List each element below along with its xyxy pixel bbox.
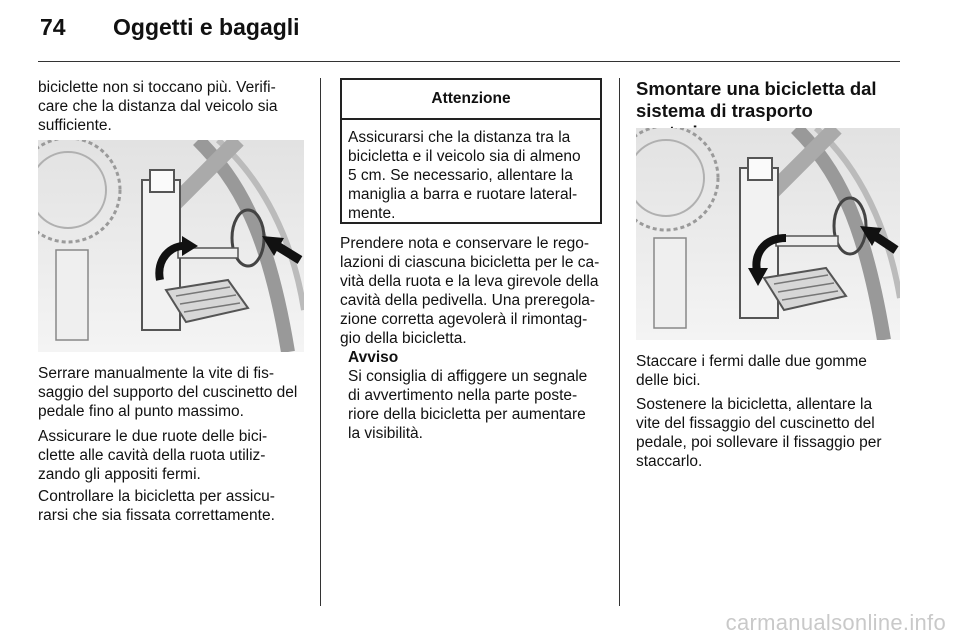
notice-title: Avviso [348, 349, 399, 366]
notice-block [348, 348, 604, 443]
column-divider-1 [320, 78, 321, 606]
paragraph-tighten-screw: Serrare manualmente la vite di fis- saggio del supporto del cuscinetto del pedale fino al punto massimo. [38, 365, 298, 420]
paragraph-remove-fixing: Sostenere la bicicletta, allentare la vite del fissaggio del cuscinetto del pedale, poi sollevare il fissaggio per staccarlo. [636, 396, 882, 470]
notice-text: Si consiglia di affiggere un segnale di avvertimento nella parte poste- riore della bicicletta per aumentare la visibilità. [348, 368, 588, 442]
illustration-tighten-pedal-mount [38, 140, 304, 352]
page-number: 74 [40, 14, 66, 40]
column-divider-2 [619, 78, 620, 606]
paragraph-intro: biciclette non si toccano più. Verifi- care che la distanza dal veicolo sia sufficiente. [38, 79, 278, 134]
warning-box [340, 78, 602, 224]
paragraph-detach-clips: Staccare i fermi dalle due gomme delle bici. [636, 353, 867, 389]
warning-text: Assicurarsi che la distanza tra la bicicletta e il veicolo sia di almeno 5 cm. Se necessario, allentare la maniglia a barra e ruotare lateral- mente. [348, 129, 581, 222]
warning-title: Attenzione [342, 80, 600, 120]
subsection-heading: Smontare una bicicletta dal sistema di trasporto [636, 78, 877, 121]
paragraph-note-settings: Prendere nota e conservare le rego- lazioni di ciascuna bicicletta per le ca- vità della ruota e la leva girevole della cavità della pedivella. Una preregola- zione corretta agevolerà il rimontag- gio della bicicletta. [340, 235, 600, 347]
paragraph-secure-wheels: Assicurare le due ruote delle bici- clette alle cavità della ruota utiliz- zando gli appositi fermi. [38, 428, 268, 483]
section-title: Oggetti e bagagli [113, 14, 300, 40]
header-rule [38, 61, 900, 62]
illustration-remove-bicycle [636, 128, 900, 340]
watermark: carmanualsonline.info [725, 610, 946, 635]
paragraph-check-fixed: Controllare la bicicletta per assicu- rarsi che sia fissata correttamente. [38, 488, 275, 524]
